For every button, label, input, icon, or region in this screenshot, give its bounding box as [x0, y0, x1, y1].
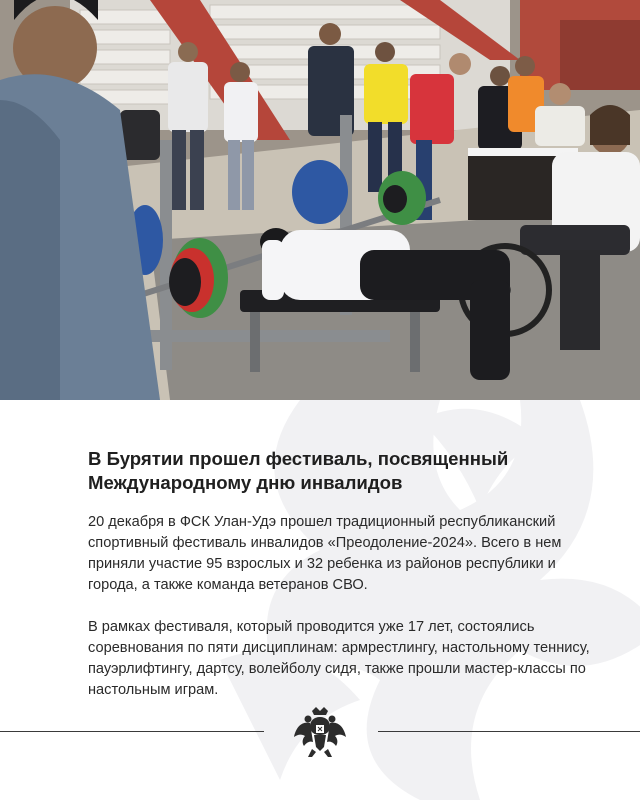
- article-headline: В Бурятии прошел фестиваль, посвященный Международному дню инвалидов: [88, 448, 509, 493]
- article-card: [0, 400, 640, 800]
- article-paragraph-2: В рамках фестиваля, который проводится уже 17 лет, состоялись соревнования по пяти дисциплинам: армрестлингу, настольному теннису, пауэрлифтингу, дартсу, волейболу сидя, также прошли мастер-классы по настольным играм.: [88, 619, 590, 698]
- double-headed-eagle-icon: [290, 703, 350, 763]
- article-paragraph-1: 20 декабря в ФСК Улан-Удэ прошел традиционный республиканский спортивный фестиваль инвалидов «Преодоление-2024». Всего в нем приняли участие 95 взрослых и 32 ребенка из районов республики и города, а также команда ветеранов СВО.: [88, 514, 562, 593]
- divider-right: [378, 731, 640, 732]
- divider-left: [0, 731, 264, 732]
